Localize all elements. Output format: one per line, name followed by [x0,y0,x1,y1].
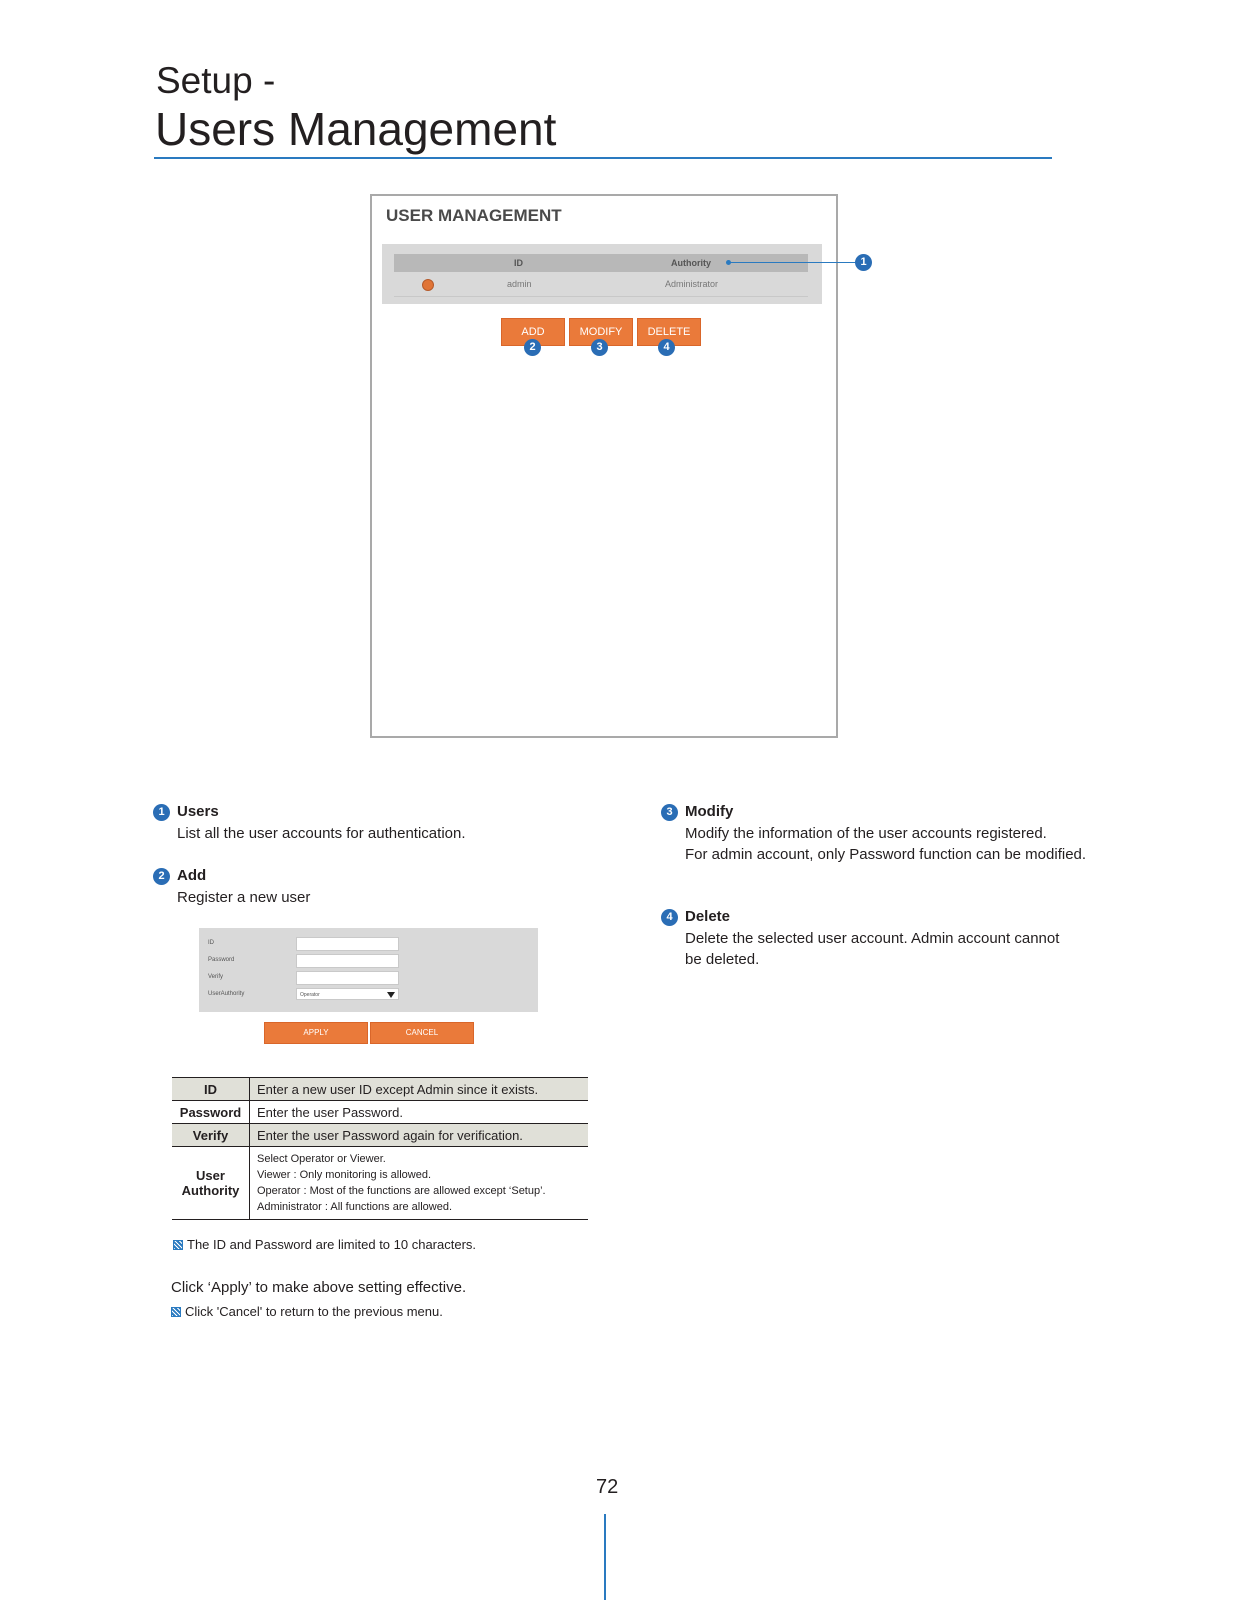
add-button[interactable]: ADD [501,318,565,346]
field-key-id: ID [172,1078,250,1101]
column-header-authority: Authority [671,258,711,268]
form-label-id: ID [208,940,214,946]
cancel-button[interactable]: CANCEL [370,1022,474,1044]
table-row [172,1147,588,1220]
users-heading: Users [177,803,219,820]
modify-heading: Modify [685,803,734,820]
screen-title: USER MANAGEMENT [386,206,562,225]
id-input[interactable] [296,937,399,951]
field-desc-verify: Enter the user Password again for verification. [250,1124,589,1147]
authority-line: Operator : Most of the functions are allowed except ‘Setup’. [257,1185,546,1197]
callout-marker-4: 4 [658,339,675,356]
authority-select[interactable] [296,988,399,1000]
users-grid-panel [382,244,822,304]
page-section-title: Setup - [156,60,276,101]
delete-heading: Delete [685,908,731,925]
section-marker-add: 2 [153,868,170,885]
password-input[interactable] [296,954,399,968]
delete-button[interactable]: DELETE [637,318,701,346]
cancel-note [171,1304,443,1319]
page-footer-bar [604,1514,606,1600]
verify-input[interactable] [296,971,399,985]
users-description: List all the user accounts for authentication. [177,825,466,842]
modify-description-admin: For admin account, only Password function can be modified. [685,846,1087,863]
apply-button[interactable]: APPLY [264,1022,368,1044]
field-desc-authority [250,1147,589,1220]
callout-marker-3: 3 [591,339,608,356]
table-row [172,1124,588,1147]
add-heading: Add [177,867,207,884]
note-icon [171,1307,181,1317]
section-marker-users: 1 [153,804,170,821]
row-authority-cell: Administrator [665,279,719,289]
modify-button[interactable]: MODIFY [569,318,633,346]
limit-note-text: The ID and Password are limited to 10 characters. [187,1237,477,1252]
field-key-authority-line2: Authority [181,1183,240,1198]
add-user-form-screenshot [199,928,538,1012]
users-grid-header [394,254,808,272]
callout-marker-2: 2 [524,339,541,356]
field-key-authority-line1: User [196,1168,225,1183]
field-key-password: Password [172,1101,250,1124]
authority-line: Administrator : All functions are allowed. [257,1201,453,1213]
delete-description-cont: be deleted. [685,951,760,968]
apply-instruction: Click ‘Apply’ to make above setting effective. [171,1279,467,1296]
authority-line: Viewer : Only monitoring is allowed. [257,1169,432,1181]
column-header-id: ID [514,258,523,268]
add-description: Register a new user [177,889,311,906]
form-label-authority: UserAuthority [208,991,245,997]
field-desc-password: Enter the user Password. [250,1101,589,1124]
page-title: Users Management [155,103,557,155]
title-divider [154,157,1052,159]
delete-description: Delete the selected user account. Admin account cannot [685,930,1060,947]
table-row[interactable] [394,274,808,297]
modify-description: Modify the information of the user accounts registered. [685,825,1047,842]
row-id-cell: admin [507,279,532,289]
callout-marker-1: 1 [855,254,872,271]
callout-leader-dot [726,260,731,265]
chevron-down-icon [387,992,395,998]
row-select-radio[interactable] [422,279,434,291]
cancel-note-text: Click 'Cancel' to return to the previous menu. [185,1304,443,1319]
form-label-verify: Verify [208,974,224,980]
section-marker-modify: 3 [661,804,678,821]
note-icon [173,1240,183,1250]
field-key-authority [172,1147,250,1220]
limit-note [173,1237,476,1252]
field-key-verify: Verify [172,1124,250,1147]
page-number: 72 [596,1476,619,1498]
field-description-table [172,1077,588,1220]
form-label-password: Password [208,957,235,963]
authority-select-value: Operator [300,992,320,998]
table-row [172,1078,588,1101]
section-marker-delete: 4 [661,909,678,926]
user-management-screenshot [370,194,838,738]
authority-line: Select Operator or Viewer. [257,1153,386,1165]
callout-leader-line [728,262,856,263]
field-desc-id: Enter a new user ID except Admin since it exists. [250,1078,589,1101]
table-row [172,1101,588,1124]
